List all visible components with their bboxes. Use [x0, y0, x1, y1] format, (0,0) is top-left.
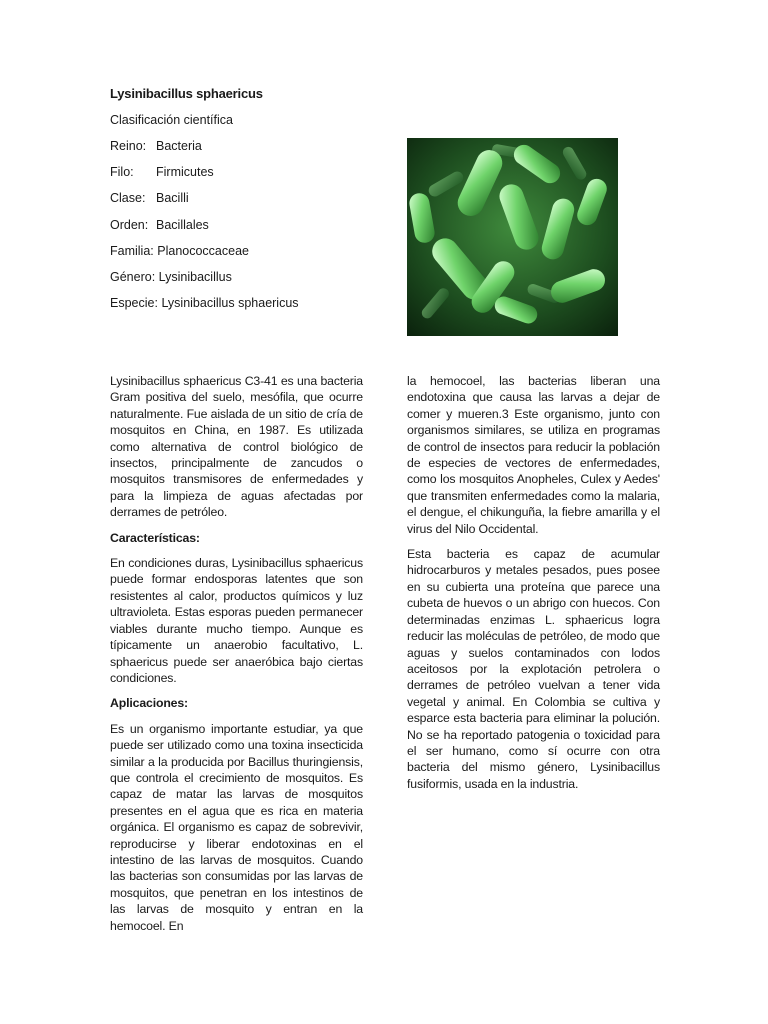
taxonomy-value: Firmicutes — [156, 165, 214, 179]
taxonomy-rank: Reino: — [110, 139, 147, 153]
taxonomy-row-genero — [110, 270, 232, 284]
taxonomy-rank: Familia: — [110, 244, 154, 258]
taxonomy-rank: Filo: — [110, 165, 134, 179]
taxonomy-row-familia — [110, 244, 249, 258]
taxonomy-row-especie — [110, 296, 299, 310]
intro-paragraph: Lysinibacillus sphaericus C3-41 es una bacteria Gram positiva del suelo, mesófila, que ocurre naturalmente. Fue aislada de un sitio de cría de mosquitos en China, en 1987. Es utilizada como alternativa de control biológico de insectos, principalmente de zancudos o mosquitos transmisores de enfermedades y para la limpieza de aguas afectadas por derrames de petróleo. — [110, 374, 363, 520]
right-column — [407, 373, 660, 801]
taxonomy-rank: Orden: — [110, 218, 149, 232]
applications-paragraph: Es un organismo importante estudiar, ya que puede ser utilizado como una toxina insecticida similar a la producida por Bacillus thuringiensis, que controla el crecimiento de mosquitos. Es capaz de matar las larvas de mosquitos presentes en el agua que es rica en materia orgánica. El organismo es capaz de sobrevivir, reproducirse y liberar endotoxinas en el intestino de las larvas de mosquitos. Cuando las bacterias son consumidas por las larvas de mosquitos, que penetran en los intestinos de las larvas de mosquito y entran en la hemocoel. En — [110, 721, 363, 933]
taxonomy-value: Lysinibacillus sphaericus — [161, 296, 299, 310]
bacteria-image — [407, 138, 618, 336]
characteristics-paragraph: En condiciones duras, Lysinibacillus sphaericus puede formar endosporas latentes que son resistentes al calor, productos químicos y luz ultravioleta. Estas esporas pueden permanecer viables durante mucho tiempo. Aunque es típicamente un anaerobio facultativo, L. sphaericus puede ser anaeróbica bajo ciertas condiciones. — [110, 556, 363, 685]
taxonomy-row-filo — [110, 165, 214, 179]
taxonomy-row-clase — [110, 191, 189, 205]
taxonomy-rank: Clase: — [110, 191, 146, 205]
applications-heading: Aplicaciones: — [110, 696, 189, 711]
taxonomy-row-reino — [110, 139, 202, 153]
taxonomy-value: Lysinibacillus — [158, 270, 232, 284]
taxonomy-value: Bacillales — [156, 218, 209, 232]
left-column — [110, 373, 363, 943]
taxonomy-value: Bacteria — [156, 139, 202, 153]
hydrocarbons-paragraph: Esta bacteria es capaz de acumular hidrocarburos y metales pesados, pues posee en su cubierta una proteína que parece una cubeta de huevos o un abrigo con huecos. Con determinadas enzimas L. sphaericus logra reducir las moléculas de petróleo, de modo que aguas y suelos contaminados con lodos aceitosos por la explotación petrolera o derrames de petróleo vuelvan a tener vida vegetal y animal. En Colombia se cultiva y esparce esta bacteria para eliminar la polución. No se ha reportado patogenia o toxicidad para el ser humano, como sí ocurre con otra bacteria del mismo género, Lysinibacillus fusiformis, usada en la industria. — [407, 547, 660, 791]
taxonomy-value: Planococcaceae — [157, 244, 249, 258]
taxonomy-rank: Género: — [110, 270, 156, 284]
characteristics-heading: Características: — [110, 530, 200, 545]
taxonomy-value: Bacilli — [156, 191, 189, 205]
document-title: Lysinibacillus sphaericus — [110, 86, 263, 101]
classification-heading: Clasificación científica — [110, 113, 233, 127]
taxonomy-rank: Especie: — [110, 296, 158, 310]
continuation-paragraph: la hemocoel, las bacterias liberan una endotoxina que causa las larvas a dejar de comer y mueren.3 Este organismo, junto con organismos similares, se utiliza en programas de control de insectos para reducir la población de especies de vectores de enfermedades, como los mosquitos Anopheles, Culex y Aedes' que transmiten enfermedades como la malaria, el dengue, el chikunguña, la fiebre amarilla y el virus del Nilo Occidental. — [407, 374, 660, 536]
taxonomy-row-orden — [110, 218, 209, 232]
